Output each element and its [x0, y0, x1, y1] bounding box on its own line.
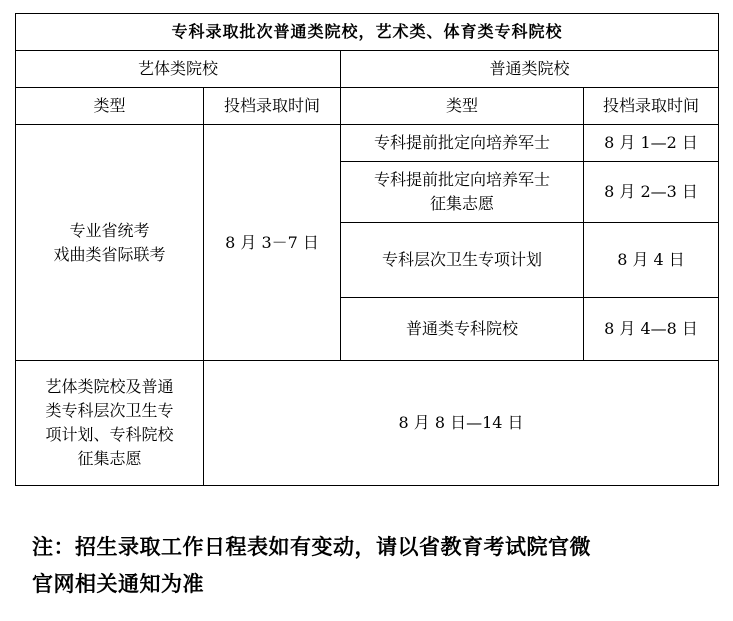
- last-row-label-line1: 艺体类院校及普通: [45, 377, 174, 396]
- column-header-general-type: 类型: [341, 88, 584, 125]
- column-header-arts-time: 投档录取时间: [204, 88, 341, 125]
- general-time-cell-2: 8 月 2—3 日: [584, 162, 719, 223]
- admission-schedule-table: [15, 13, 719, 486]
- general-type-cell-2-line2: 征集志愿: [429, 194, 494, 213]
- general-time-cell-1: 8 月 1—2 日: [584, 125, 719, 162]
- table-row-group-headers: [16, 51, 719, 88]
- arts-time-cell: 8 月 3－7 日: [204, 125, 341, 361]
- general-time-cell-4: 8 月 4—8 日: [584, 298, 719, 361]
- general-type-cell-3: 专科层次卫生专项计划: [341, 223, 584, 298]
- column-header-general-time: 投档录取时间: [584, 88, 719, 125]
- table-row-last: [16, 361, 719, 486]
- last-row-label-line2: 类专科层次卫生专: [45, 401, 174, 420]
- last-row-label-line3: 项计划、专科院校: [45, 425, 174, 444]
- table-row-column-headers: [16, 88, 719, 125]
- arts-type-cell: [16, 125, 204, 361]
- general-type-cell-2: [341, 162, 584, 223]
- arts-type-line2: 戏曲类省际联考: [53, 244, 166, 264]
- general-type-cell-4: 普通类专科院校: [341, 298, 584, 361]
- footer-note: [32, 529, 712, 603]
- column-header-arts-type: 类型: [16, 88, 204, 125]
- general-type-cell-1: 专科提前批定向培养军士: [341, 125, 584, 162]
- last-row-label-cell: [16, 361, 204, 486]
- table-row: [16, 125, 719, 162]
- general-type-cell-2-line1: 专科提前批定向培养军士: [373, 170, 550, 189]
- table-row-title: [16, 14, 719, 51]
- footer-note-line2: 官网相关通知为准: [32, 570, 204, 596]
- last-row-label-line4: 征集志愿: [77, 449, 142, 468]
- group-header-general: 普通类院校: [341, 51, 719, 88]
- last-row-time-cell: 8 月 8 日—14 日: [204, 361, 719, 486]
- footer-note-line1: 注：招生录取工作日程表如有变动，请以省教育考试院官微: [32, 534, 591, 559]
- group-header-arts-sports: 艺体类院校: [16, 51, 341, 88]
- page-title: 专科录取批次普通类院校，艺术类、体育类专科院校: [16, 14, 719, 51]
- arts-type-line1: 专业省统考: [69, 220, 150, 240]
- general-time-cell-3: 8 月 4 日: [584, 223, 719, 298]
